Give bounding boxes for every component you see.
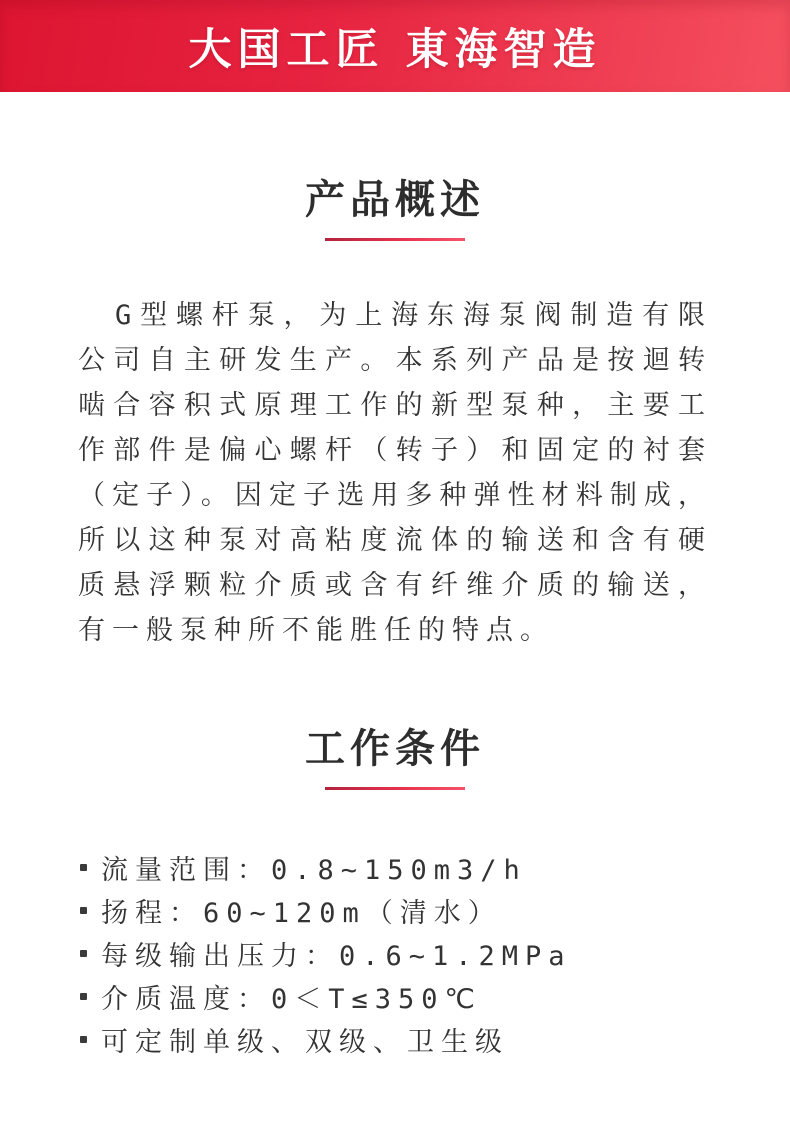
bullet-icon (80, 1036, 87, 1043)
bullet-icon (80, 907, 87, 914)
section-title-conditions: 工作条件 (305, 726, 485, 772)
overview-paragraph: G型螺杆泵，为上海东海泵阀制造有限公司自主研发生产。本系列产品是按迴转啮合容积式原理工作的新型泵种，主要工作部件是偏心螺杆（转子）和固定的衬套（定子）。因定子选用多种弹性材料制成，所以这种泵对高粘度流体的输送和含有硬质悬浮颗粒介质或含有纤维介质的输送，有一般泵种所不能胜任的特点。 (78, 300, 712, 646)
list-item-text: 每级输出压力：0.6~1.2MPa (101, 941, 572, 972)
list-item-head (80, 889, 730, 932)
bullet-icon (80, 864, 87, 871)
brand-banner (0, 0, 790, 92)
conditions-list (0, 846, 790, 1061)
list-item-flow-range (80, 846, 730, 889)
title-underline (325, 787, 465, 790)
section-product-overview (0, 168, 790, 653)
section-title-overview: 产品概述 (305, 177, 485, 223)
bullet-icon (80, 993, 87, 1000)
list-item-customization (80, 1018, 730, 1061)
title-underline (325, 238, 465, 241)
list-item-text: 介质温度：0＜T≤350℃ (101, 984, 482, 1015)
bullet-icon (80, 950, 87, 957)
list-item-text: 扬程：60~120m（清水） (101, 898, 502, 929)
list-item-output-pressure (80, 932, 730, 975)
list-item-medium-temperature (80, 975, 730, 1018)
list-item-text: 流量范围：0.8~150m3/h (101, 855, 527, 886)
list-item-text: 可定制单级、双级、卫生级 (101, 1027, 509, 1058)
section-working-conditions (0, 717, 790, 1061)
banner-title: 大国工匠 東海智造 (188, 24, 602, 75)
